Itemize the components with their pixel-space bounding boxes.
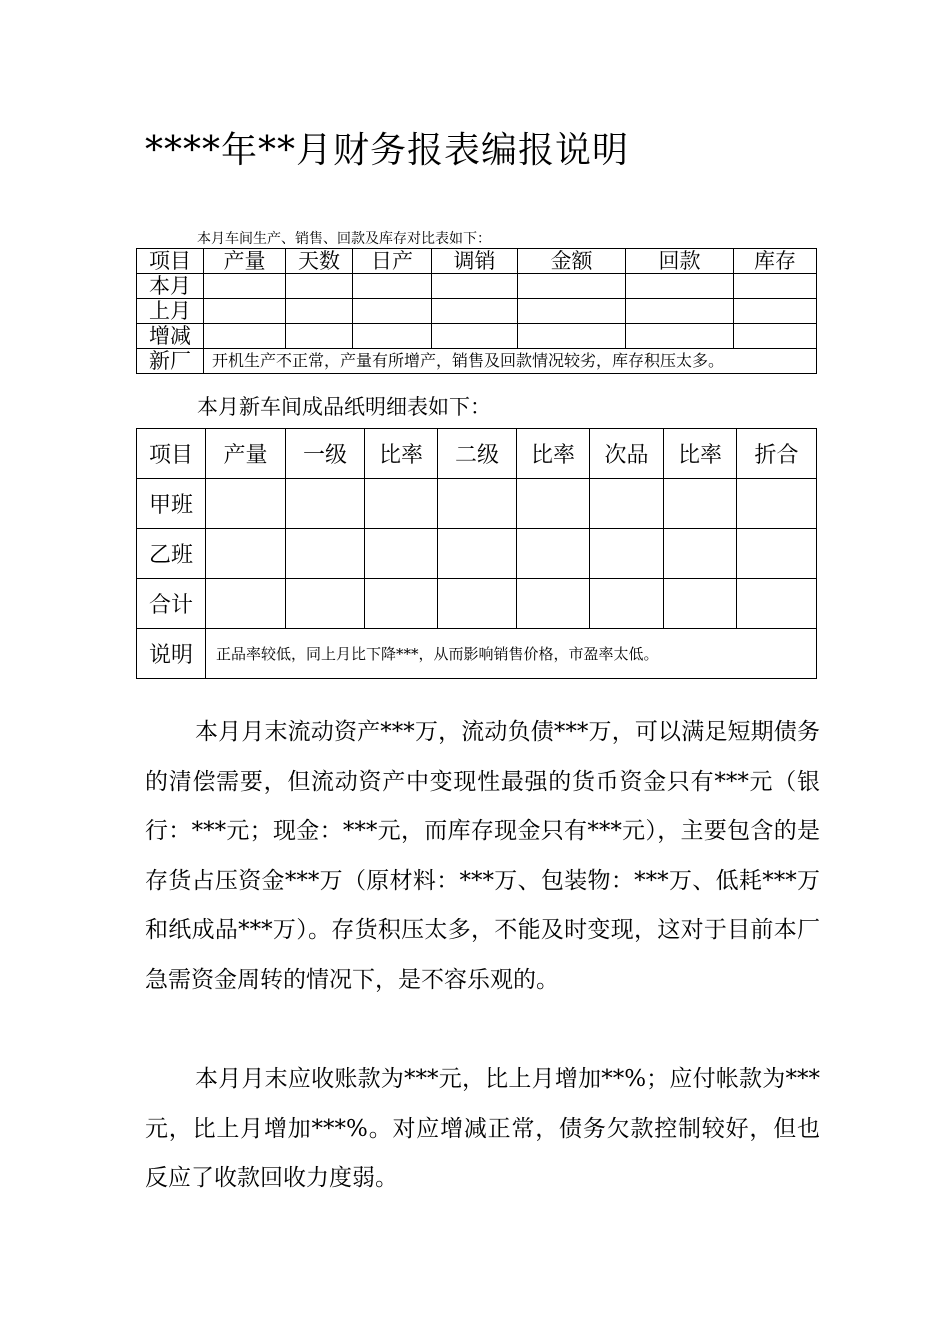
header-cell: 一级 bbox=[286, 429, 365, 479]
empty-cell bbox=[206, 579, 286, 629]
empty-cell bbox=[286, 324, 353, 349]
empty-cell bbox=[365, 529, 438, 579]
note-text: 开机生产不正常，产量有所增产，销售及回款情况较劣，库存积压太多。 bbox=[204, 349, 817, 374]
header-cell: 天数 bbox=[286, 249, 353, 274]
empty-cell bbox=[734, 324, 817, 349]
header-cell: 日产 bbox=[353, 249, 432, 274]
empty-cell bbox=[286, 479, 365, 529]
empty-cell bbox=[432, 299, 518, 324]
empty-cell bbox=[438, 529, 517, 579]
row-label: 增减 bbox=[137, 324, 204, 349]
empty-cell bbox=[206, 479, 286, 529]
row-label: 合计 bbox=[137, 579, 206, 629]
header-cell: 库存 bbox=[734, 249, 817, 274]
empty-cell bbox=[734, 299, 817, 324]
empty-cell bbox=[438, 579, 517, 629]
empty-cell bbox=[518, 274, 626, 299]
note-text: 正品率较低，同上月比下降***，从而影响销售价格，市盈率太低。 bbox=[206, 629, 817, 679]
empty-cell bbox=[353, 324, 432, 349]
header-cell: 比率 bbox=[365, 429, 438, 479]
table-row bbox=[137, 274, 817, 299]
empty-cell bbox=[590, 529, 664, 579]
row-label: 上月 bbox=[137, 299, 204, 324]
empty-cell bbox=[204, 324, 286, 349]
table-header-row bbox=[137, 249, 817, 274]
empty-cell bbox=[432, 324, 518, 349]
empty-cell bbox=[204, 274, 286, 299]
row-label: 乙班 bbox=[137, 529, 206, 579]
empty-cell bbox=[517, 579, 590, 629]
empty-cell bbox=[518, 299, 626, 324]
empty-cell bbox=[737, 579, 817, 629]
header-cell: 金额 bbox=[518, 249, 626, 274]
empty-cell bbox=[432, 274, 518, 299]
table-header-row bbox=[137, 429, 817, 479]
empty-cell bbox=[286, 579, 365, 629]
header-cell: 项目 bbox=[137, 249, 204, 274]
empty-cell bbox=[206, 529, 286, 579]
empty-cell bbox=[286, 529, 365, 579]
table-note-row bbox=[137, 349, 817, 374]
paragraph-receivables: 本月月末应收账款为***元，比上月增加**%；应付帐款为***元，比上月增加***%。对应增减正常，债务欠款控制较好，但也反应了收款回收力度弱。 bbox=[145, 1066, 820, 1191]
empty-cell bbox=[518, 324, 626, 349]
row-label: 甲班 bbox=[137, 479, 206, 529]
empty-cell bbox=[626, 324, 734, 349]
empty-cell bbox=[353, 299, 432, 324]
empty-cell bbox=[590, 479, 664, 529]
header-cell: 回款 bbox=[626, 249, 734, 274]
empty-cell bbox=[664, 479, 737, 529]
header-cell: 调销 bbox=[432, 249, 518, 274]
finished-paper-detail-table bbox=[136, 428, 817, 679]
empty-cell bbox=[626, 274, 734, 299]
empty-cell bbox=[286, 274, 353, 299]
empty-cell bbox=[664, 579, 737, 629]
empty-cell bbox=[590, 579, 664, 629]
empty-cell bbox=[664, 529, 737, 579]
paragraph-current-assets: 本月月末流动资产***万，流动负债***万，可以满足短期债务的清偿需要，但流动资产中变现性最强的货币资金只有***元（银行：***元；现金：***元，而库存现金只有***元），主要包含的是存货占压资金***万（原材料：***万、包装物：***万、低耗***万和纸成品***万）。存货积压太多，不能及时变现，这对于目前本厂急需资金周转的情况下，是不容乐观的。 bbox=[145, 719, 820, 993]
empty-cell bbox=[626, 299, 734, 324]
table-note-row bbox=[137, 629, 817, 679]
table2-caption: 本月新车间成品纸明细表如下： bbox=[197, 395, 491, 419]
empty-cell bbox=[365, 479, 438, 529]
table-row bbox=[137, 479, 817, 529]
header-cell: 项目 bbox=[137, 429, 206, 479]
row-label: 新厂 bbox=[137, 349, 204, 374]
table-row bbox=[137, 299, 817, 324]
row-label: 本月 bbox=[137, 274, 204, 299]
production-sales-comparison-table bbox=[136, 248, 817, 374]
empty-cell bbox=[204, 299, 286, 324]
empty-cell bbox=[286, 299, 353, 324]
empty-cell bbox=[353, 274, 432, 299]
header-cell: 比率 bbox=[664, 429, 737, 479]
empty-cell bbox=[438, 479, 517, 529]
empty-cell bbox=[365, 579, 438, 629]
header-cell: 产量 bbox=[206, 429, 286, 479]
row-label: 说明 bbox=[137, 629, 206, 679]
empty-cell bbox=[517, 529, 590, 579]
header-cell: 比率 bbox=[517, 429, 590, 479]
header-cell: 二级 bbox=[438, 429, 517, 479]
empty-cell bbox=[734, 274, 817, 299]
header-cell: 次品 bbox=[590, 429, 664, 479]
empty-cell bbox=[517, 479, 590, 529]
empty-cell bbox=[737, 479, 817, 529]
table-row bbox=[137, 324, 817, 349]
table-row bbox=[137, 529, 817, 579]
header-cell: 折合 bbox=[737, 429, 817, 479]
header-cell: 产量 bbox=[204, 249, 286, 274]
table-row bbox=[137, 579, 817, 629]
table1-caption: 本月车间生产、销售、回款及库存对比表如下： bbox=[197, 231, 491, 247]
empty-cell bbox=[737, 529, 817, 579]
document-title: ****年**月财务报表编报说明 bbox=[145, 130, 630, 171]
